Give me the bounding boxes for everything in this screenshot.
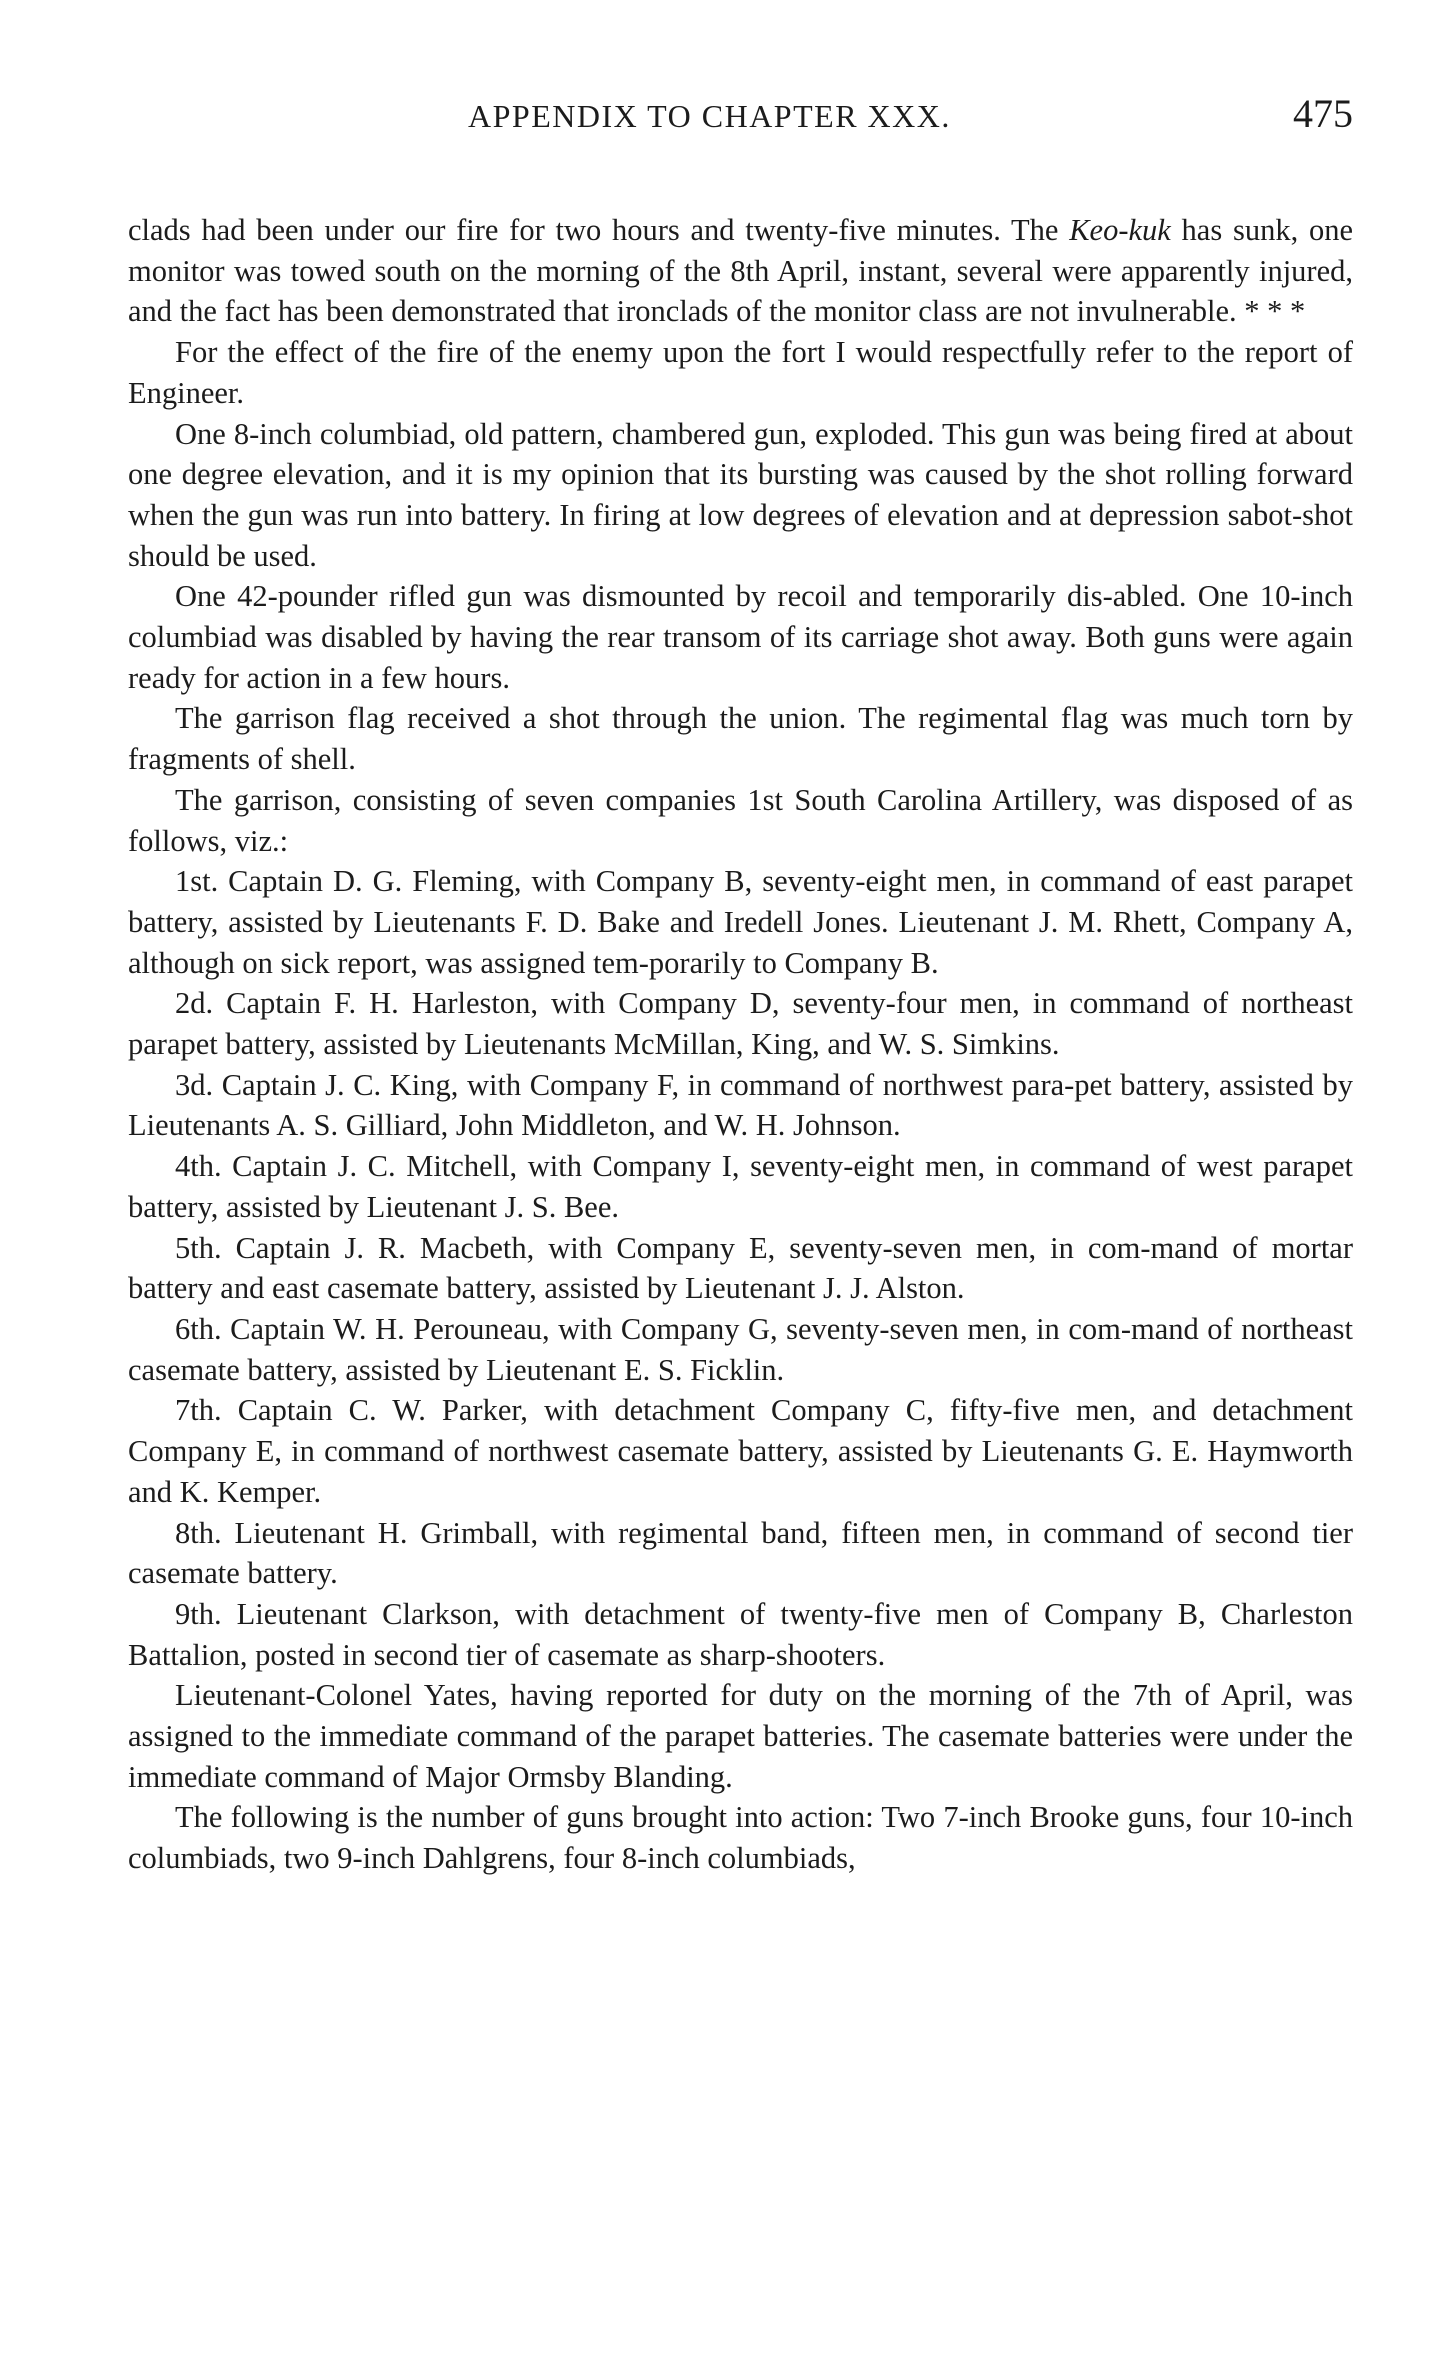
- body-text: [128, 210, 1353, 1879]
- paragraph-14: 8th. Lieutenant H. Grimball, with regimental band, fifteen men, in command of second tier casemate battery.: [128, 1515, 1353, 1591]
- running-head: APPENDIX TO CHAPTER XXX.: [468, 98, 951, 134]
- paragraph-3: One 8-inch columbiad, old pattern, chambered gun, exploded. This gun was being fired at about one degree elevation, and it is my opinion that its bursting was caused by the shot rolling forward when the gun was run into battery. In firing at low degrees of elevation and at depression sabot-shot should be used.: [128, 416, 1353, 573]
- ship-name-keokuk: Keo-kuk: [1069, 213, 1171, 247]
- paragraph-11: 5th. Captain J. R. Macbeth, with Company E, seventy-seven men, in com-mand of mortar battery and east casemate battery, assisted by Lieutenant J. J. Alston.: [128, 1230, 1353, 1306]
- paragraph-17: The following is the number of guns brought into action: Two 7-inch Brooke guns, four 10-inch columbiads, two 9-inch Dahlgrens, four 8-inch columbiads,: [128, 1800, 1353, 1876]
- paragraph-15: 9th. Lieutenant Clarkson, with detachment of twenty-five men of Company B, Charleston Battalion, posted in second tier of casemate as sharp-shooters.: [128, 1596, 1353, 1672]
- paragraph-16: Lieutenant-Colonel Yates, having reported for duty on the morning of the 7th of April, was assigned to the immediate command of the parapet batteries. The casemate batteries were under the immediate command of Major Ormsby Blanding.: [128, 1678, 1353, 1794]
- paragraph-7: 1st. Captain D. G. Fleming, with Company B, seventy-eight men, in command of east parapet battery, assisted by Lieutenants F. D. Bake and Iredell Jones. Lieutenant J. M. Rhett, Company A, although on sick report, was assigned tem-porarily to Company B.: [128, 864, 1353, 980]
- page-number: 475: [1293, 91, 1353, 136]
- paragraph-1-text: clads had been under our fire for two hours and twenty-five minutes. The: [128, 213, 1070, 247]
- paragraph-6: The garrison, consisting of seven companies 1st South Carolina Artillery, was disposed of as follows, viz.:: [128, 782, 1353, 858]
- paragraph-2: For the effect of the fire of the enemy upon the fort I would respectfully refer to the report of Engineer.: [128, 335, 1353, 410]
- paragraph-1-text-rest: has sunk, one monitor was towed south on the morning of the 8th April, instant, several were apparently injured, and the fact has been demonstrated that ironclads of the monitor class are not invulnerable. * * *: [128, 213, 1353, 329]
- paragraph-10: 4th. Captain J. C. Mitchell, with Company I, seventy-eight men, in command of west parapet battery, assisted by Lieutenant J. S. Bee.: [128, 1149, 1353, 1224]
- page-header: [128, 91, 1353, 160]
- paragraph-5: The garrison flag received a shot through the union. The regimental flag was much torn by fragments of shell.: [128, 701, 1353, 777]
- paragraph-4: One 42-pounder rifled gun was dismounted by recoil and temporarily dis-abled. One 10-inch columbiad was disabled by having the rear transom of its carriage shot away. Both guns were again ready for action in a few hours.: [128, 579, 1353, 695]
- paragraph-9: 3d. Captain J. C. King, with Company F, in command of northwest para-pet battery, assisted by Lieutenants A. S. Gilliard, John Middleton, and W. H. Johnson.: [128, 1067, 1353, 1143]
- paragraph-13: 7th. Captain C. W. Parker, with detachment Company C, fifty-five men, and detachment Company E, in command of northwest casemate battery, assisted by Lieutenants G. E. Haymworth and K. Kemper.: [128, 1393, 1353, 1509]
- paragraph-12: 6th. Captain W. H. Perouneau, with Company G, seventy-seven men, in com-mand of northeast casemate battery, assisted by Lieutenant E. S. Ficklin.: [128, 1311, 1353, 1387]
- paragraph-8: 2d. Captain F. H. Harleston, with Company D, seventy-four men, in command of northeast parapet battery, assisted by Lieutenants McMillan, King, and W. S. Simkins.: [128, 986, 1353, 1062]
- paragraph-1: [128, 210, 1353, 332]
